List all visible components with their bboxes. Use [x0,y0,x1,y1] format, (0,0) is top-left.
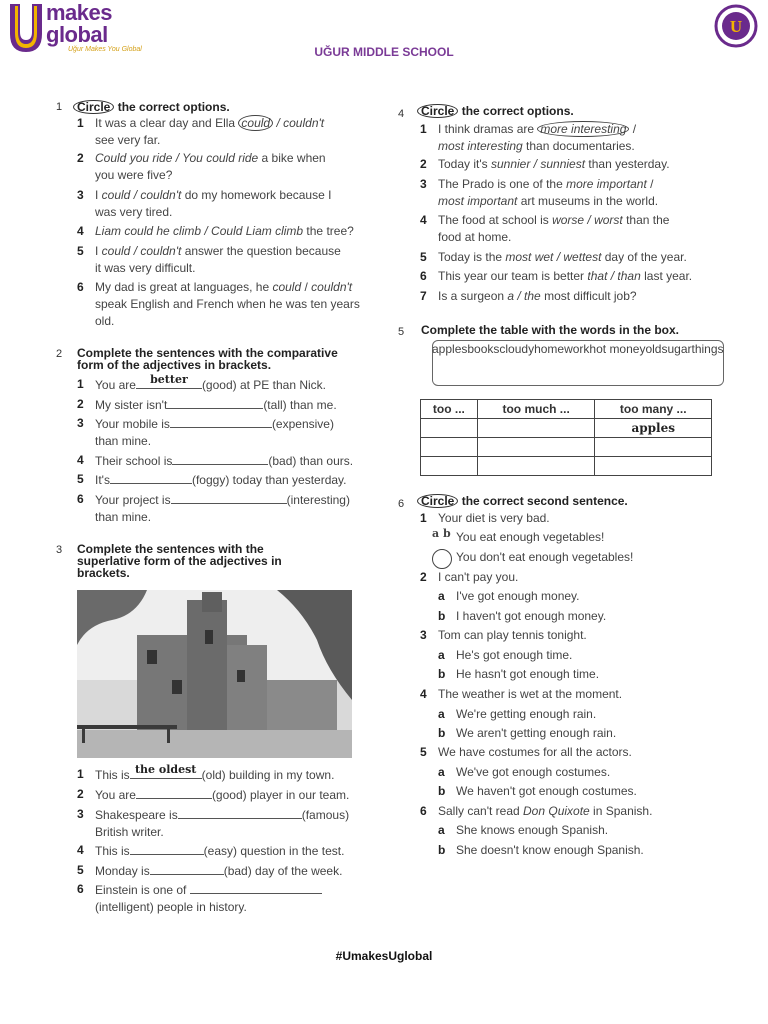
list-item: 6 This year our team is better that / than last year. [420,269,693,283]
exercise-heading: Complete the sentences with the superlative form of the adjectives in brackets. [77,542,282,580]
castle-photo [77,590,352,758]
footer-hashtag: #UmakesUglobal [335,949,433,963]
table-row [421,438,712,457]
option-b[interactable]: b I haven't got enough money. [438,609,607,623]
exercise-heading: Complete the table with the words in the box. [421,323,680,337]
list-item: 2 Could you ride / You could ride a bike when you were five? [77,151,326,182]
exercise-number: 1 [56,101,63,113]
table-cell[interactable] [477,457,595,476]
option-b[interactable]: b He hasn't got enough time. [438,667,600,681]
list-item: 2 I can't pay you. [420,570,519,584]
option-b[interactable]: You don't eat enough vegetables! [456,549,746,566]
list-item: 4 The food at school is worse / worst than the food at home. [420,213,670,244]
option-a[interactable]: a I've got enough money. [438,589,580,603]
exercise-heading: Circle the correct options. [417,104,574,118]
exercise-number: 6 [398,498,405,510]
word-box-text: applesbookscloudyhomeworkhot moneyoldsugarthings [432,342,724,356]
circle-mark [432,549,452,569]
table-cell[interactable]: apples [595,419,712,438]
list-item: 4 Liam could he climb / Could Liam climb the tree? [77,224,354,238]
list-item: 3 Your mobile is (expensive) than mine. [77,416,334,448]
list-item: 6 My dad is great at languages, he could / couldn't speak English and French when he was ten years old. [77,280,360,328]
exercise-heading: Circle the correct options. [73,100,230,114]
exercise-number: 4 [398,108,405,120]
table-row [421,419,712,438]
list-item: 2 You are (good) player in our team. [77,787,350,802]
list-item: 1 You are better (good) at PE than Nick. [77,373,326,392]
list-item: 3 Shakespeare is (famous) British writer. [77,807,350,839]
list-item: 5 We have costumes for all the actors. [420,745,632,759]
school-seal [714,4,758,48]
exercise-number: 5 [398,326,405,338]
list-item: 4 The weather is wet at the moment. [420,687,623,701]
list-item: 5 Today is the most wet / wettest day of the year. [420,250,687,264]
exercise-number: 3 [56,544,63,556]
list-item: 6 Sally can't read Don Quixote in Spanish. [420,804,653,818]
list-item: 1 Your diet is very bad. [420,511,550,525]
table-cell[interactable] [477,419,595,438]
list-item: 5 Monday is (bad) day of the week. [77,863,343,878]
list-item: 6 Your project is (interesting) than mine. [77,492,350,524]
exercise-heading: Circle the correct second sentence. [417,494,628,508]
table-cell[interactable] [421,457,478,476]
list-item: 2 Today it's sunnier / sunniest than yesterday. [420,157,670,171]
list-item: 6 Einstein is one of (intelligent) people in history. [95,881,322,916]
exercise-number: 2 [56,348,63,360]
svg-text:U: U [729,17,743,36]
list-item: 1 I think dramas are more interesting / most interesting than documentaries. [420,122,637,153]
list-item: 5 I could / couldn't answer the question because it was very difficult. [77,244,341,275]
option-a[interactable]: a We've got enough costumes. [438,765,611,779]
option-a[interactable]: a She knows enough Spanish. [438,823,609,837]
column-header: too ... [421,400,478,419]
table-cell[interactable] [595,457,712,476]
option-b[interactable]: b She doesn't know enough Spanish. [438,843,644,857]
option-b[interactable]: b We aren't getting enough rain. [438,726,617,740]
column-header: too much ... [477,400,595,419]
option-a[interactable]: a b You eat enough vegetables! [432,527,605,544]
word-table [420,399,712,476]
list-item: 1 This is the oldest (old) building in my town. [77,763,335,782]
list-item: 3 I could / couldn't do my homework because I was very tired. [77,188,332,219]
table-cell[interactable] [477,438,595,457]
logo-tagline: Uğur Makes You Global [68,46,142,53]
option-a[interactable]: a He's got enough time. [438,648,573,662]
list-item: 3 Tom can play tennis tonight. [420,628,587,642]
list-item: 5 It's (foggy) today than yesterday. [77,472,347,487]
table-cell[interactable] [421,438,478,457]
list-item: 4 This is (easy) question in the test. [77,843,345,858]
list-item: 3 The Prado is one of the more important / most important art museums in the world. [420,177,659,208]
logo-wordmark: makes global [46,0,113,47]
exercise-heading: Complete the sentences with the comparative form of the adjectives in brackets. [77,346,338,372]
option-a[interactable]: a We're getting enough rain. [438,707,597,721]
column-header: too many ... [595,400,712,419]
option-b[interactable]: b We haven't got enough costumes. [438,784,637,798]
table-cell[interactable] [595,438,712,457]
list-item: 2 My sister isn't (tall) than me. [77,397,337,412]
list-item: 1 It was a clear day and Ella could / couldn't see very far. [77,116,325,147]
list-item: 4 Their school is (bad) than ours. [77,453,354,468]
list-item: 7 Is a surgeon a / the most difficult job? [420,289,637,303]
page-title: UĞUR MIDDLE SCHOOL [314,45,454,59]
table-cell[interactable] [421,419,478,438]
table-row [421,457,712,476]
